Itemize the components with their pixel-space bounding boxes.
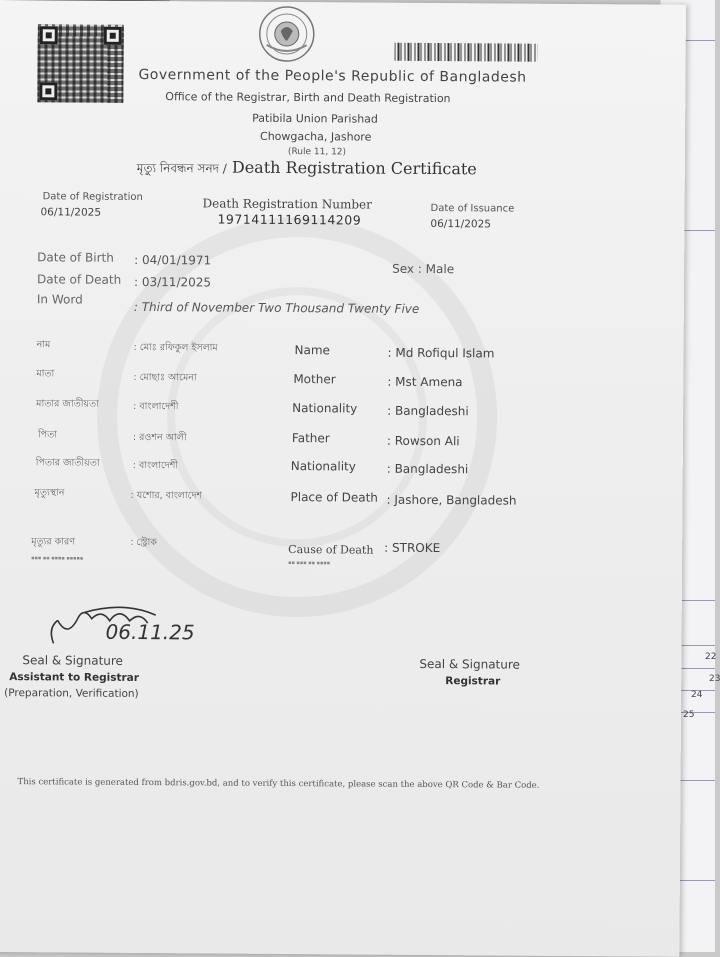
cause-bn-label: মৃত্যুর কারণ	[31, 536, 76, 548]
row-en-value: : Bangladeshi	[386, 461, 469, 477]
certificate-title	[137, 157, 477, 182]
row-bn-value: : রওশন আলী	[132, 431, 187, 444]
union-name: Patibila Union Parishad	[252, 111, 378, 126]
right-seal-signature: Seal & Signature	[419, 656, 520, 672]
row-en-label: Father	[291, 431, 330, 446]
row-bn-value: : বাংলাদেশী	[132, 459, 179, 472]
cause-bn-note: ▪▪▪ ▪▪ ▪▪▪▪ ▪▪▪▪▪	[31, 555, 84, 562]
in-word-label: In Word	[36, 292, 83, 307]
registration-number-value: 19714111169114209	[217, 211, 362, 228]
date-of-death-value: : 03/11/2025	[133, 274, 212, 290]
office-heading: Office of the Registrar, Birth and Death Registration	[165, 90, 451, 106]
left-seal-signature: Seal & Signature	[22, 653, 124, 668]
row-bn-label: মৃত্যুস্থান	[34, 487, 65, 499]
rule-reference: (Rule 11, 12)	[287, 147, 347, 158]
row-bn-value: : মোছাঃ আমেনা	[133, 371, 197, 384]
in-word-value: : Third of November Two Thousand Twenty Five	[133, 299, 420, 316]
row-bn-label: পিতার জাতীয়তা	[35, 457, 100, 469]
date-of-issuance-label: Date of Issuance	[430, 203, 515, 215]
preparation-verification-note: (Preparation, Verification)	[4, 687, 139, 700]
location-name: Chowgacha, Jashore	[260, 129, 372, 144]
row-en-label: Nationality	[292, 401, 358, 416]
date-of-issuance-value: 06/11/2025	[430, 218, 492, 231]
sex-value: Sex : Male	[392, 261, 455, 277]
row-bn-value: : মোঃ রফিকুল ইসলাম	[133, 341, 218, 354]
cause-en-value: : STROKE	[384, 540, 441, 556]
row-bn-label: মাতার জাতীয়তা	[36, 398, 99, 410]
row-bn-value: : যশোর, বাংলাদেশ	[130, 489, 203, 502]
date-of-registration-label: Date of Registration	[42, 191, 143, 204]
cause-en-label: Cause of Death	[288, 543, 374, 557]
side-number: 25	[683, 710, 695, 720]
cause-bn-value: : স্ট্রোক	[130, 536, 157, 549]
row-en-value: : Jashore, Bangladesh	[386, 492, 517, 508]
government-heading: Government of the People's Republic of Bangladesh	[138, 66, 527, 86]
row-en-label: Nationality	[290, 459, 356, 474]
date-of-registration-value: 06/11/2025	[40, 206, 102, 219]
qr-finder	[40, 26, 58, 44]
row-en-label: Place of Death	[290, 490, 378, 505]
qr-code-icon	[37, 24, 124, 103]
side-number: 22	[705, 652, 717, 662]
qr-finder	[39, 82, 57, 100]
row-bn-value: : বাংলাদেশী	[133, 400, 179, 413]
barcode-icon	[395, 43, 538, 62]
row-bn-label: মাতা	[36, 368, 55, 380]
title-bengali: মৃত্যু নিবন্ধন সনদ /	[136, 160, 227, 176]
side-number: 24	[691, 690, 703, 700]
signature-date: 06.11.25	[105, 619, 195, 645]
row-en-label: Mother	[293, 372, 336, 387]
row-bn-label: নাম	[36, 339, 51, 351]
date-of-birth-value: : 04/01/1971	[134, 252, 212, 268]
row-en-value: : Mst Amena	[387, 374, 463, 390]
row-bn-label: পিতা	[37, 429, 58, 441]
registrar-role: Registrar	[445, 675, 501, 688]
registration-number-label: Death Registration Number	[202, 196, 372, 212]
row-en-value: : Md Rofiqul Islam	[387, 345, 495, 361]
side-number: 23	[709, 674, 720, 684]
date-of-birth-label: Date of Birth	[37, 250, 114, 265]
qr-finder	[104, 27, 122, 45]
government-seal-icon	[251, 5, 323, 64]
row-en-value: : Bangladeshi	[387, 403, 469, 419]
footer-verification-note: This certificate is generated from bdris.gov.bd, and to verify this certificate, please scan the above QR Code & Bar Code.	[17, 777, 540, 791]
cause-en-note: ▪▪ ▪▪▪ ▪▪ ▪▪▪▪	[288, 560, 331, 567]
handwritten-signature	[43, 598, 211, 649]
title-english: Death Registration Certificate	[231, 157, 477, 179]
row-en-label: Name	[294, 343, 331, 358]
assistant-registrar-role: Assistant to Registrar	[9, 671, 139, 684]
date-of-death-label: Date of Death	[37, 272, 122, 287]
row-en-value: : Rowson Ali	[386, 433, 460, 449]
